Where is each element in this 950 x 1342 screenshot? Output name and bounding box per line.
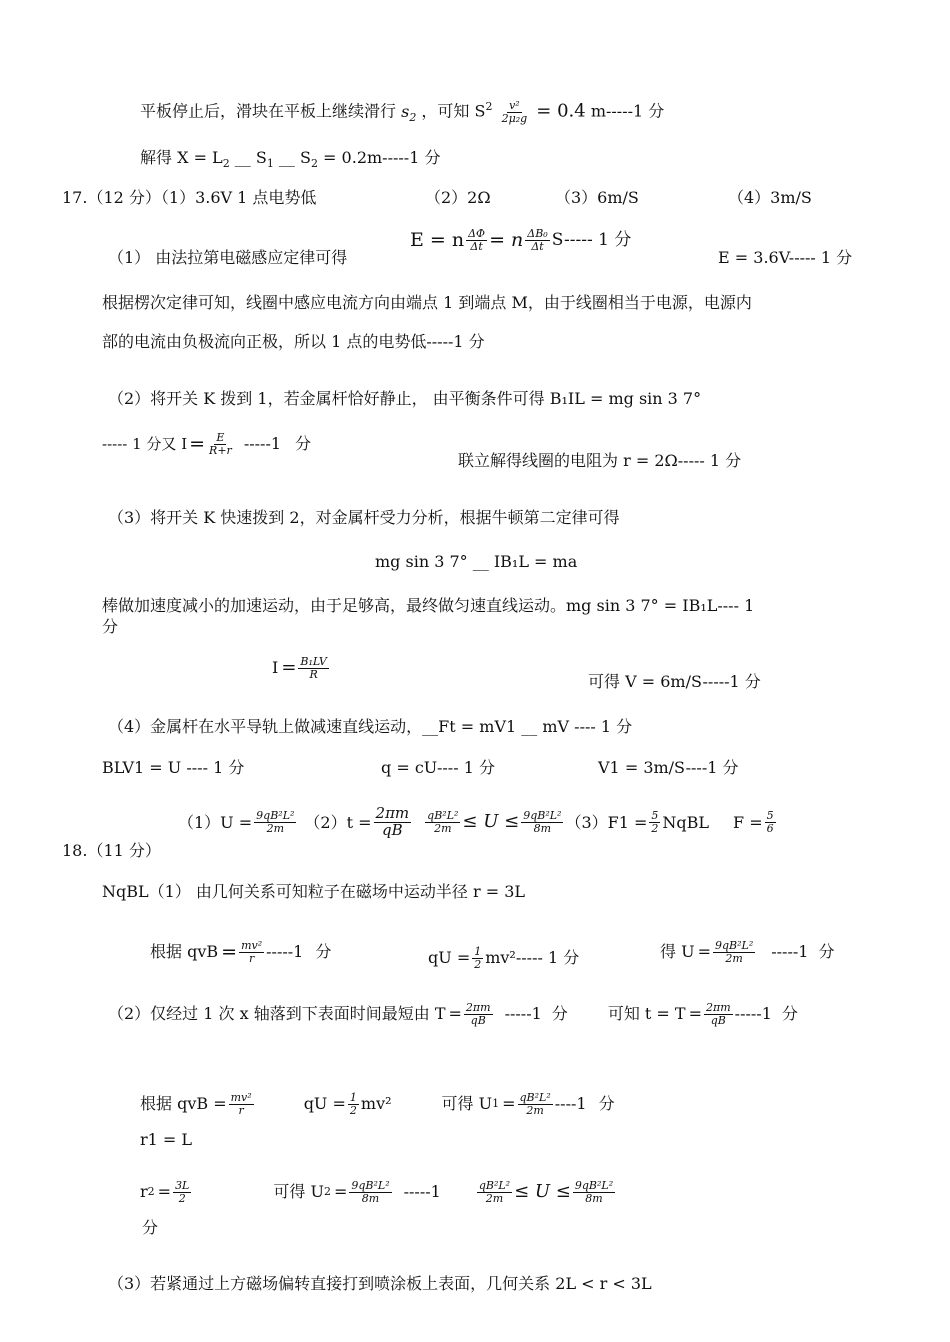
- text-span: 可得 U: [441, 1094, 493, 1114]
- text-line: E = 3.6V----- 1 分: [718, 248, 853, 267]
- formula-current: I = $\frac{\text{B₁LV}}{R}$: [272, 655, 327, 681]
- text-line: r1 = L: [140, 1130, 193, 1149]
- text-span: S----- 1 分: [551, 229, 632, 250]
- text-span: ----1: [554, 1094, 587, 1114]
- text-line: 得 U = $\frac{\text{9qB²L²}}{2m}$ -----1 分: [660, 939, 835, 965]
- fraction: $\frac{\text{v²}}{\text{2μ₂g}}$: [501, 99, 528, 125]
- fraction: $\frac{\text{B₁LV}}{R}$: [300, 655, 327, 681]
- text-line: r 2 = $\frac{3L}{2}$ 可得 U 2 = $\frac{\text{9qB²L²}}{8m}$ -----1 $\frac{\text{qB²L²}}{2m}$ ≤ U ≤ $\frac{\text{9qB²L²}}{8m}$: [140, 1179, 614, 1205]
- text-line: （2）仅经过 1 次 x 轴落到下表面时间最短由 T = $\frac{2\pi m}{qB}$ -----1 分 可知 t = T = $\frac{2\pi m}{qB}$ -----1 分: [108, 1001, 798, 1027]
- fraction: $\frac{2\pi m}{qB}$: [375, 804, 410, 839]
- text-span: E = n: [410, 228, 465, 251]
- fraction: $\frac{1}{2}$: [349, 1091, 357, 1117]
- text-span: 解得 X = L: [140, 148, 223, 167]
- text-span: -----1: [266, 942, 304, 962]
- text-span: __ S: [229, 148, 267, 167]
- text-span: F =: [733, 812, 763, 832]
- fraction: $\frac{2\pi m}{qB}$: [465, 1001, 491, 1027]
- text-span: 根据 qvB =: [140, 1094, 227, 1114]
- text-span: 平板停止后，滑块在平板上继续滑行: [140, 101, 397, 121]
- fraction: $\frac{\text{mv²}}{r}$: [241, 939, 263, 965]
- text-span: 分: [295, 434, 312, 454]
- text-span: 分: [598, 1094, 615, 1114]
- text-span: 分: [781, 1004, 798, 1024]
- text-span: = n: [489, 228, 524, 251]
- text-span: 分: [818, 942, 835, 962]
- text-span: ≤ U ≤: [462, 811, 520, 833]
- text-span: = 0.2m-----1 分: [317, 148, 441, 167]
- q18-answers: [178, 806, 778, 839]
- text-line: 根据 qvB = $\frac{\text{mv²}}{r}$ qU = $\frac{1}{2}$ mv² 可得 U 1 = $\frac{\text{qB²L²}}{2m}$ ----1 分: [140, 1091, 615, 1117]
- text-span: （2）t =: [304, 812, 372, 832]
- text-span: -----1: [734, 1004, 772, 1024]
- fraction: $\frac{\text{mv²}}{r}$: [230, 1091, 252, 1117]
- text-line: 联立解得线圈的电阻为 r = 2Ω----- 1 分: [458, 451, 742, 470]
- text-span: 分: [315, 942, 332, 962]
- text-line: 根据楞次定律可知，线圈中感应电流方向由端点 1 到端点 M，由于线圈相当于电源，电源内: [102, 293, 752, 312]
- fraction: $\frac{\text{9qB²L²}}{2m}$: [714, 939, 754, 965]
- answer-3: （3）6m/S: [555, 188, 639, 207]
- text-span: -----1: [243, 434, 282, 454]
- fraction: $\frac{\text{9qB²L²}}{8m}$: [351, 1179, 390, 1205]
- question-17-header: 17.（12 分）（1）3.6V 1 点电势低: [62, 188, 317, 207]
- text-line: 平板停止后，滑块在平板上继续滑行 $s_2$ ，可知 $S^2$ $\frac{\text{v²}}{\text{2μ₂g}}$ = 0.4 m-----1 分: [140, 99, 665, 125]
- text-span: （3）F1 =: [565, 812, 648, 832]
- text-span: qU =: [428, 948, 471, 968]
- text-span: r: [140, 1182, 148, 1202]
- fraction: $\frac{1}{2}$: [474, 945, 482, 971]
- fraction: $\frac{\text{9qB²L²}}{8m}$: [523, 809, 562, 835]
- text-line: NqBL（1） 由几何关系可知粒子在磁场中运动半径 r = 3L: [102, 882, 526, 901]
- text-line: （2）将开关 K 拨到 1，若金属杆恰好静止， 由平衡条件可得 B₁IL = mg sin 3 7°: [108, 389, 702, 408]
- text-line: 棒做加速度减小的加速运动，由于足够高，最终做匀速直线运动。mg sin 3 7° = IB₁L---- 1: [102, 596, 755, 615]
- formula-newton: mg sin 3 7° __ IB₁L = ma: [375, 552, 578, 571]
- text-span: -----1: [771, 942, 809, 962]
- text-line: 部的电流由负极流向正极，所以 1 点的电势低-----1 分: [102, 332, 485, 351]
- text-span: 分: [551, 1004, 568, 1024]
- text-span: 得 U: [660, 942, 695, 962]
- fraction: $\frac{E}{R+r}$: [209, 431, 232, 457]
- superscript: 2: [323, 1185, 331, 1199]
- text-line: （4）金属杆在水平导轨上做减速直线运动，__Ft = mV1 __ mV ---- 1 分: [108, 717, 633, 736]
- fraction: $\frac{5}{6}$: [766, 809, 774, 835]
- text-span: -----1: [504, 1004, 542, 1024]
- fraction: $\frac{2\pi m}{qB}$: [706, 1001, 731, 1027]
- fraction: $\frac{\Delta\Phi}{\Delta t}$: [468, 227, 486, 253]
- text-line: BLV1 = U ---- 1 分: [102, 758, 245, 777]
- answer-2: （2）2Ω: [425, 188, 491, 207]
- fraction: $\frac{\text{ΔB₀}}{\Delta t}$: [527, 227, 548, 253]
- answer-4: （4）3m/S: [728, 188, 812, 207]
- text-span: （2）仅经过 1 次 x 轴落到下表面时间最短由 T: [108, 1004, 446, 1024]
- text-span: ≤ U ≤: [514, 1181, 571, 1203]
- fraction: $\frac{\text{qB²L²}}{2m}$: [478, 1179, 511, 1205]
- text-span: mv²----- 1 分: [485, 948, 580, 968]
- fraction: $\frac{\text{9qB²L²}}{8m}$: [574, 1179, 614, 1205]
- text-span: ----- 1 分又 I: [102, 435, 188, 454]
- fraction: $\frac{\text{qB²L²}}{2m}$: [427, 809, 459, 835]
- text-span: ，可知 S: [421, 101, 486, 121]
- fraction: $\frac{3L}{2}$: [175, 1179, 190, 1205]
- text-span: 可得 U: [273, 1182, 324, 1202]
- text-span: m-----1 分: [590, 101, 665, 121]
- fraction: $\frac{\text{9qB²L²}}{2m}$: [256, 809, 295, 835]
- text-line: 分: [142, 1218, 159, 1237]
- formula-faraday: [410, 228, 631, 252]
- text-line: V1 = 3m/S----1 分: [598, 758, 739, 777]
- text-line: 分: [102, 617, 119, 636]
- text-line: 根据 qvB = $\frac{\text{mv²}}{r}$ -----1 分: [150, 939, 332, 965]
- text-line: 解得 $X = L_2$ __ $S_1$ __ $S_2 = 0.2m-----1$ 分: [140, 148, 441, 171]
- text-span: NqBL: [662, 812, 710, 832]
- text-line: [428, 946, 579, 970]
- text-span: 根据 qvB: [150, 942, 219, 962]
- text-span: （1）U =: [178, 812, 253, 832]
- text-span: mv²: [360, 1094, 392, 1114]
- text-span: 可知 t = T: [607, 1004, 686, 1024]
- text-span: I: [272, 658, 279, 678]
- text-line: （3）若紧通过上方磁场偏转直接打到喷涂板上表面，几何关系 2L < r < 3L: [108, 1274, 652, 1293]
- text-line: ----- 1 分又 I = $\frac{E}{R+r}$ -----1 分: [102, 431, 312, 457]
- text-span: qU =: [303, 1094, 346, 1114]
- text-line: q = cU---- 1 分: [381, 758, 495, 777]
- text-span: = 0.4: [536, 100, 586, 122]
- superscript: 1: [492, 1097, 500, 1111]
- superscript: 2: [147, 1185, 155, 1199]
- text-line: 可得 V = 6m/S-----1 分: [588, 672, 761, 691]
- question-18-header: 18.（11 分）: [62, 841, 161, 860]
- var-s2: $s_2$: [401, 101, 417, 124]
- text-line: （3）将开关 K 快速拨到 2，对金属杆受力分析，根据牛顿第二定律可得: [108, 508, 620, 527]
- text-span: -----1: [403, 1182, 441, 1202]
- text-span: __ S: [273, 148, 311, 167]
- fraction: $\frac{5}{2}$: [651, 809, 659, 835]
- text-line: （1） 由法拉第电磁感应定律可得: [108, 248, 348, 267]
- fraction: $\frac{\text{qB²L²}}{2m}$: [519, 1091, 551, 1117]
